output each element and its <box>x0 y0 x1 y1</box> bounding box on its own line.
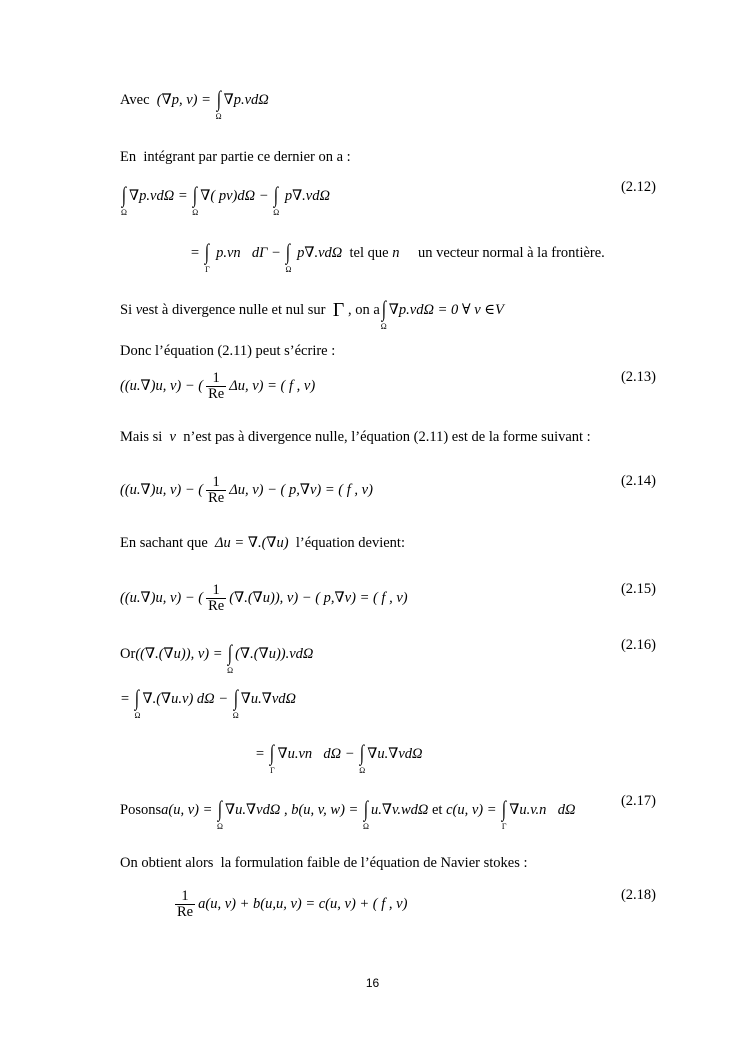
text-run: un vecteur normal à la frontière. <box>410 244 605 261</box>
fraction <box>206 475 226 506</box>
math-expression: ∇p.vdΩ <box>223 91 269 108</box>
equation-line <box>120 176 656 216</box>
math-expression: = <box>120 690 134 707</box>
text-line <box>120 80 269 120</box>
equation-line <box>120 578 656 618</box>
math-expression: Δu = ∇.(∇u) <box>215 534 289 551</box>
math-expression: ∇p.vdΩ = 0 ∀ v ∈V <box>388 301 504 318</box>
integral-domain: Ω <box>232 711 239 720</box>
integral-sign-icon: ∫ <box>216 86 221 111</box>
text-run: Si <box>120 301 136 318</box>
text-line <box>120 417 591 457</box>
math-expression: ∇u.v.n⃗dΩ <box>509 801 576 818</box>
text-run: , <box>280 801 292 818</box>
integral <box>232 685 239 721</box>
math-expression: b(u, v, w) = <box>291 801 362 818</box>
text-run: Mais si <box>120 428 170 445</box>
text-run: tel que <box>342 244 393 261</box>
fraction-denominator: Re <box>208 489 225 506</box>
math-expression: p.vn⃗dΓ − <box>212 244 285 261</box>
math-expression: ∇u.vn⃗dΩ − <box>277 745 359 762</box>
integral-sign-icon: ∫ <box>228 640 233 665</box>
text-run: On obtient alors la formulation faible de l’équation de Navier stokes : <box>120 854 528 871</box>
integral-domain: Ω <box>273 208 280 217</box>
integral-sign-icon: ∫ <box>233 685 238 710</box>
integral <box>217 796 223 832</box>
math-expression: (∇p, v) = <box>156 91 215 108</box>
math-expression: ∇p.vdΩ = <box>129 187 192 204</box>
math-expression: ∇u.∇vdΩ <box>240 690 297 707</box>
integral-sign-icon: ∫ <box>286 239 291 264</box>
math-expression: u.∇v.wdΩ <box>370 801 429 818</box>
equation-number: (2.16) <box>620 636 656 653</box>
integral-domain: Ω <box>215 112 222 121</box>
integral-sign-icon: ∫ <box>381 296 386 321</box>
integral <box>134 685 141 721</box>
integral <box>501 796 507 832</box>
integral-sign-icon: ∫ <box>360 740 365 765</box>
math-expression: a(u, v) = <box>161 801 216 818</box>
equation-number: (2.17) <box>620 792 656 809</box>
integral <box>359 740 366 776</box>
fraction <box>175 889 195 920</box>
math-expression: ∇u.∇vdΩ <box>367 745 423 762</box>
equation-line <box>120 366 656 406</box>
text-run: Posons <box>120 801 162 818</box>
integral-domain: Ω <box>192 208 199 217</box>
equation-number: (2.18) <box>620 886 656 903</box>
integral <box>380 296 387 332</box>
integral <box>273 182 280 218</box>
fraction-denominator: Re <box>177 903 194 920</box>
integral-sign-icon: ∫ <box>363 796 369 821</box>
integral-sign-icon: ∫ <box>121 182 127 207</box>
math-expression: n⃗ <box>392 244 411 261</box>
equation-number: (2.15) <box>620 580 656 597</box>
text-line <box>120 137 351 177</box>
math-expression: ((u.∇)u, v) − ( <box>120 481 204 498</box>
fraction <box>206 371 226 402</box>
integral-domain: Ω <box>121 208 127 217</box>
fraction-denominator: Re <box>208 385 225 402</box>
equation-line <box>172 884 656 924</box>
text-run: n’est pas à divergence nulle, l’équation (2.11) est de la forme suivant : <box>175 428 591 445</box>
integral-domain: Ω <box>217 822 223 831</box>
equation-line <box>120 470 656 510</box>
math-expression: v <box>135 301 143 318</box>
math-expression: = <box>190 244 204 261</box>
integral-domain: Γ <box>205 265 210 274</box>
page-number: 16 <box>365 976 380 990</box>
integral-domain: Γ <box>501 822 507 831</box>
math-expression: = <box>255 745 269 762</box>
integral <box>204 239 210 275</box>
text-run: En sachant que <box>120 534 216 551</box>
integral <box>362 796 369 832</box>
integral-domain: Ω <box>362 822 369 831</box>
integral <box>285 239 292 275</box>
text-line <box>120 290 504 330</box>
text-run: Avec <box>120 91 157 108</box>
integral-sign-icon: ∫ <box>274 182 279 207</box>
math-expression: p∇.vdΩ <box>293 244 343 261</box>
equation-line <box>120 679 296 719</box>
integral <box>227 640 234 676</box>
text-run: l’équation devient: <box>288 534 405 551</box>
integral-domain: Ω <box>285 265 292 274</box>
integral-sign-icon: ∫ <box>193 182 198 207</box>
integral-domain: Γ <box>270 766 275 775</box>
fraction-numerator: 1 <box>212 369 220 386</box>
text-run: est à divergence nulle et nul sur <box>142 301 333 318</box>
integral-domain: Ω <box>359 766 366 775</box>
math-expression: ∇.(∇u.v) dΩ − <box>142 690 232 707</box>
integral-domain: Ω <box>227 666 234 675</box>
math-expression: ((∇.(∇u)), v) = <box>135 645 227 662</box>
math-expression: ∇u.∇vdΩ <box>225 801 281 818</box>
equation-number: (2.14) <box>620 472 656 489</box>
fraction <box>206 583 226 614</box>
math-expression: (∇.(∇u)), v) − ( p,∇v) = ( f , v) <box>229 589 408 606</box>
text-line <box>120 523 405 563</box>
integral-domain: Ω <box>380 322 387 331</box>
text-run: Donc l’équation (2.11) peut s’écrire : <box>120 342 336 359</box>
fraction-numerator: 1 <box>212 581 220 598</box>
fraction-denominator: Re <box>208 597 225 614</box>
fraction-numerator: 1 <box>181 887 189 904</box>
text-line <box>120 843 528 883</box>
math-expression: a(u, v) + b(u,u, v) = c(u, v) + ( f , v) <box>198 895 408 912</box>
integral-domain: Ω <box>134 711 141 720</box>
integral-sign-icon: ∫ <box>205 239 210 264</box>
math-expression: v <box>169 428 176 445</box>
math-symbol: Γ <box>332 298 345 321</box>
equation-number: (2.12) <box>620 178 656 195</box>
fraction-numerator: 1 <box>212 473 220 490</box>
equation-line <box>120 634 656 674</box>
integral <box>269 740 275 776</box>
equation-line <box>190 233 605 273</box>
math-expression: ((u.∇)u, v) − ( <box>120 377 204 394</box>
math-expression: p∇.vdΩ <box>281 187 330 204</box>
integral <box>121 182 127 218</box>
math-expression: ∇( pv)dΩ − <box>200 187 273 204</box>
math-expression: Δu, v) − ( p,∇v) = ( f , v) <box>229 481 373 498</box>
text-run: En intégrant par partie ce dernier on a : <box>120 148 351 165</box>
integral-sign-icon: ∫ <box>135 685 140 710</box>
equation-number: (2.13) <box>620 368 656 385</box>
equation-line <box>120 790 656 830</box>
integral <box>215 86 222 122</box>
integral-sign-icon: ∫ <box>217 796 223 821</box>
math-expression: (∇.(∇u)).vdΩ <box>235 645 314 662</box>
text-run: Or <box>120 645 136 662</box>
math-expression: Δu, v) = ( f , v) <box>229 377 316 394</box>
text-run: et <box>428 801 447 818</box>
text-run: , on a <box>344 301 380 318</box>
integral-sign-icon: ∫ <box>502 796 507 821</box>
equation-line <box>255 734 423 774</box>
text-line <box>120 331 335 371</box>
integral-sign-icon: ∫ <box>270 740 275 765</box>
math-expression: c(u, v) = <box>446 801 501 818</box>
integral <box>192 182 199 218</box>
math-expression: ((u.∇)u, v) − ( <box>120 589 204 606</box>
